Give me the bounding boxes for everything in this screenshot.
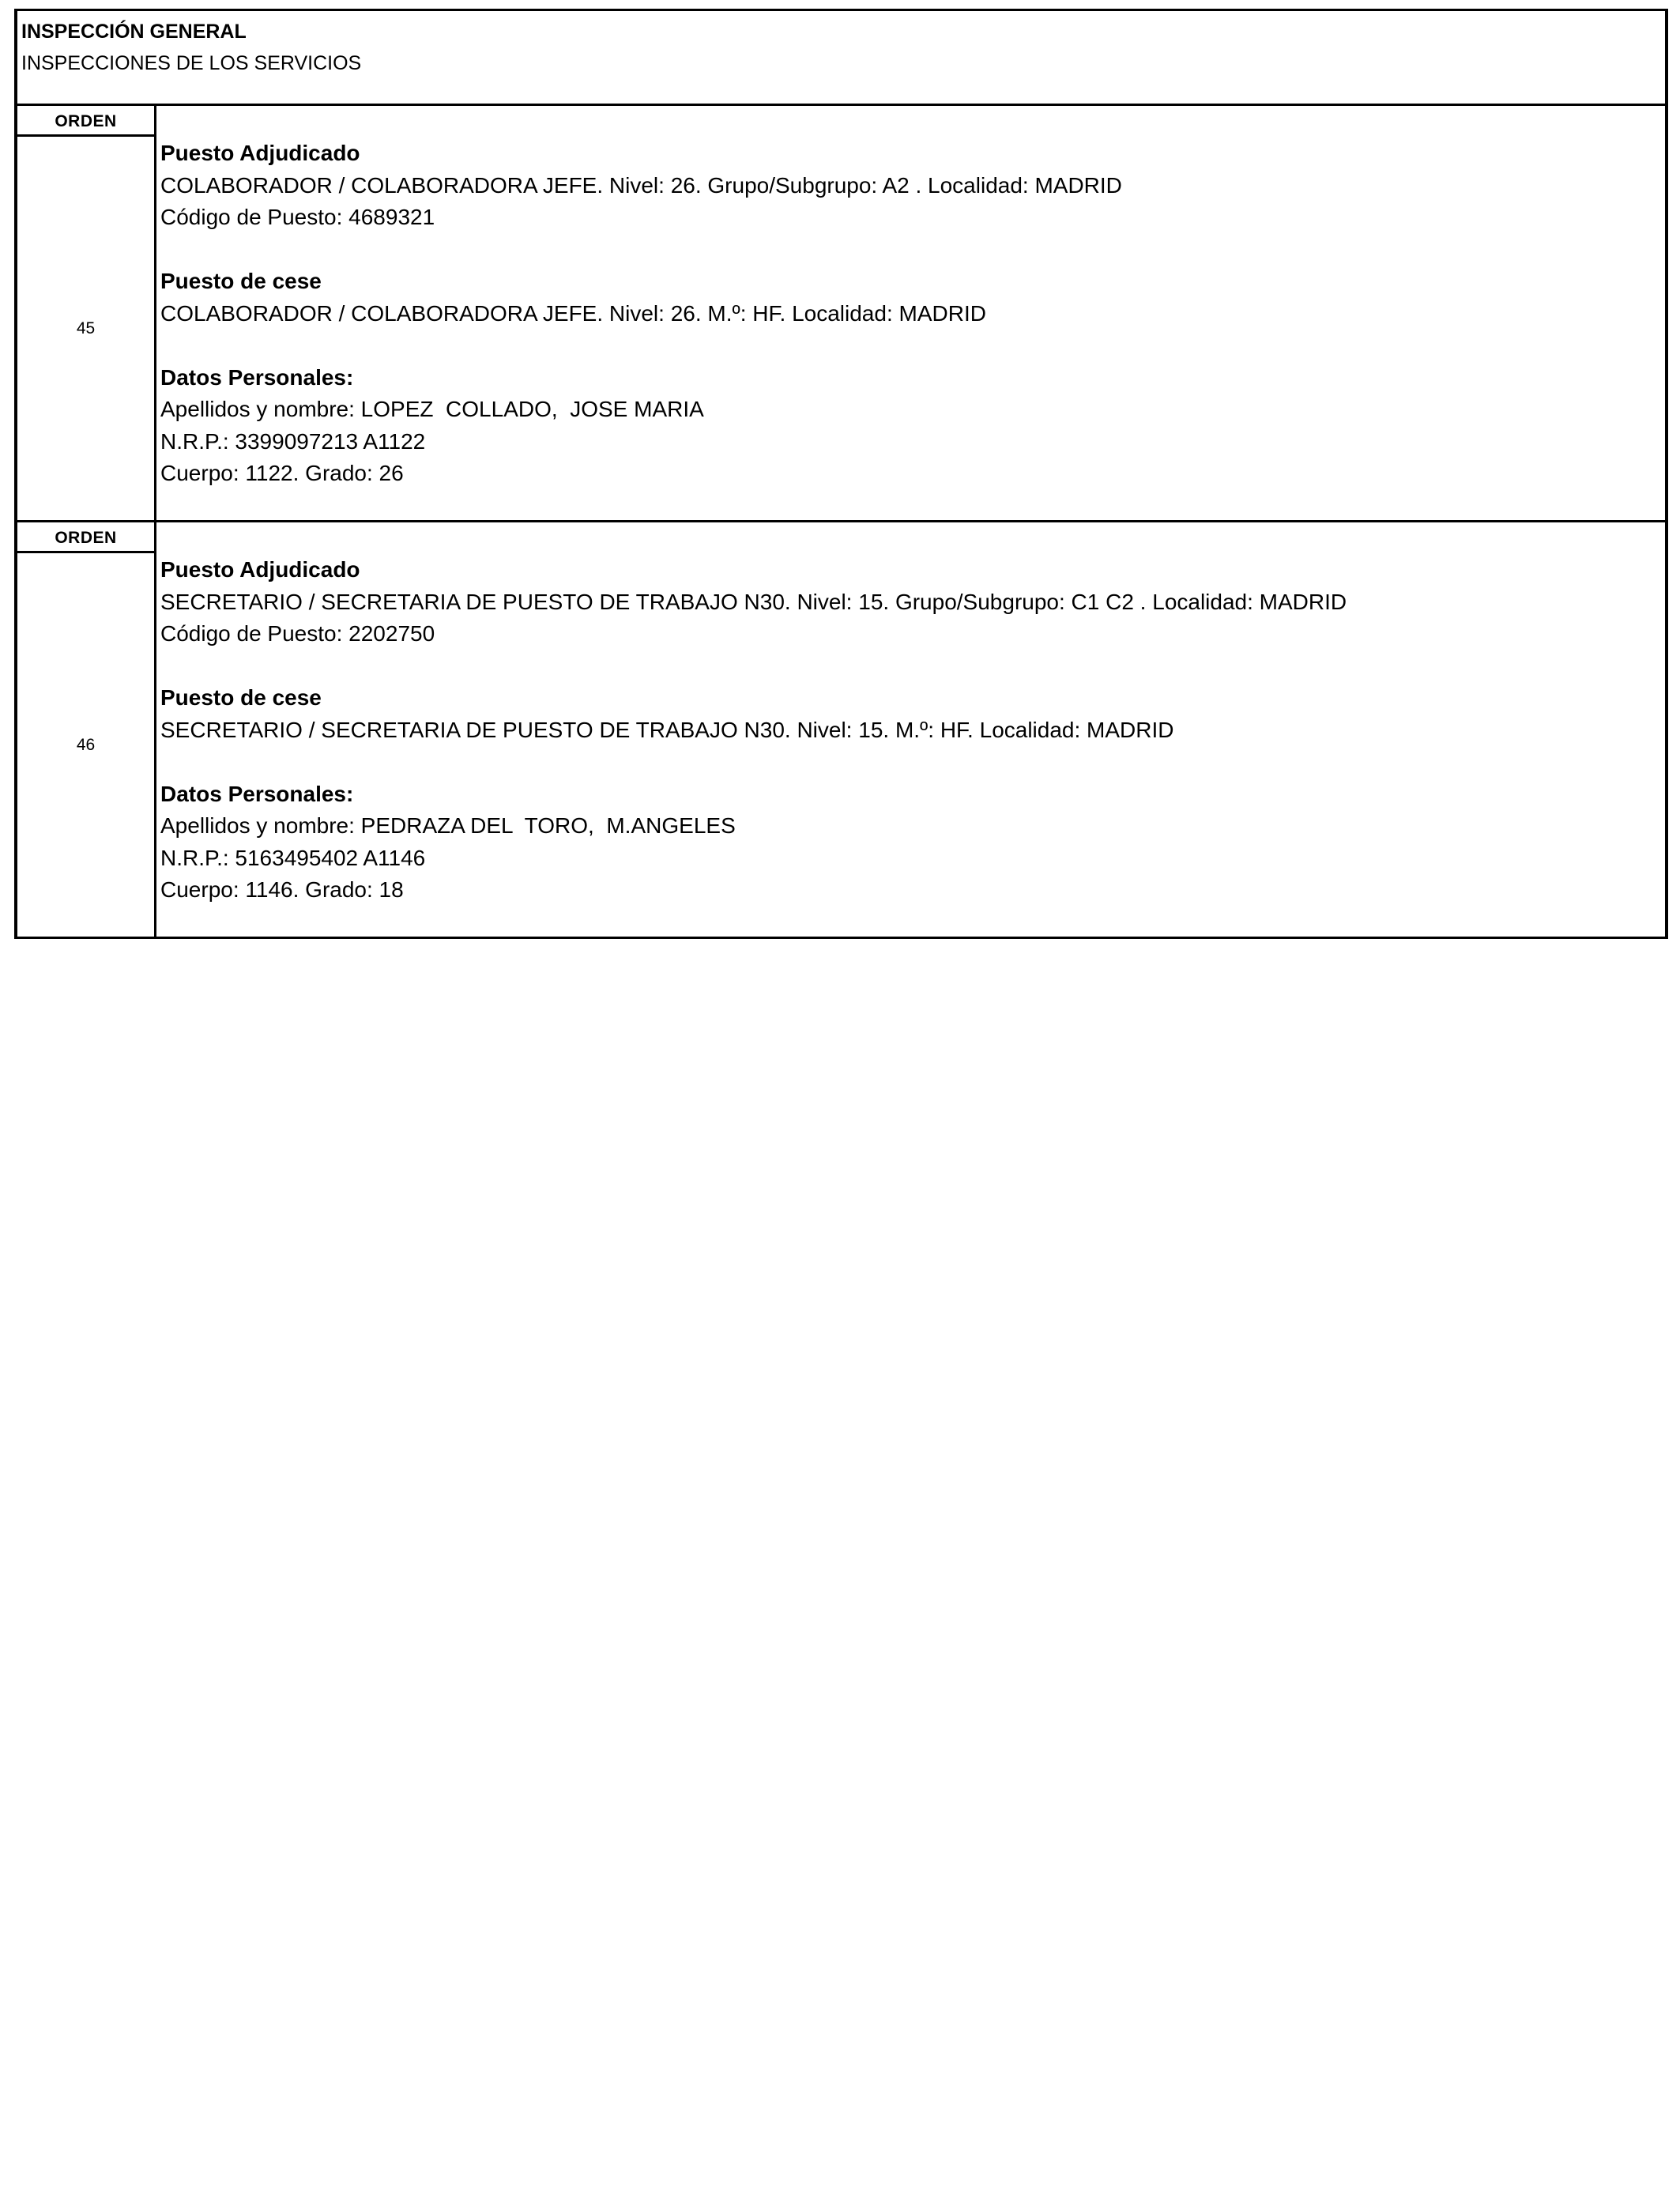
personal-name: Apellidos y nombre: PEDRAZA DEL TORO, M.ANGELES: [160, 813, 736, 838]
assigned-heading: Puesto Adjudicado: [160, 557, 360, 582]
personal-heading: Datos Personales:: [160, 364, 354, 390]
cese-heading: Puesto de cese: [160, 269, 322, 293]
entry-details: [156, 522, 1665, 937]
department-subtitle: INSPECCIONES DE LOS SERVICIOS: [21, 52, 362, 74]
assigned-code: Código de Puesto: 4689321: [160, 205, 435, 229]
department-title: INSPECCIÓN GENERAL: [21, 21, 247, 43]
order-column: [17, 106, 156, 520]
personal-nrp: N.R.P.: 3399097213 A1122: [160, 428, 426, 454]
personal-cuerpo: Cuerpo: 1146. Grado: 18: [160, 877, 404, 902]
personal-name: Apellidos y nombre: LOPEZ COLLADO, JOSE MARIA: [160, 397, 704, 421]
cese-post: COLABORADOR / COLABORADORA JEFE. Nivel: 26. M.º: HF. Localidad: MADRID: [160, 300, 986, 326]
cese-heading: Puesto de cese: [160, 685, 322, 710]
entry-row: [17, 522, 1665, 939]
personal-nrp: N.R.P.: 5163495402 A1146: [160, 845, 426, 870]
entry-details: [156, 106, 1665, 520]
assigned-post: COLABORADOR / COLABORADORA JEFE. Nivel: 26. Grupo/Subgrupo: A2 . Localidad: MADRID: [160, 172, 1122, 198]
assigned-heading: Puesto Adjudicado: [160, 141, 360, 165]
order-column: [17, 522, 156, 937]
order-number: 46: [76, 735, 96, 754]
table-header: [17, 11, 1665, 106]
personal-cuerpo: Cuerpo: 1122. Grado: 26: [160, 461, 404, 485]
entry-row: [17, 106, 1665, 522]
assigned-post: SECRETARIO / SECRETARIA DE PUESTO DE TRABAJO N30. Nivel: 15. Grupo/Subgrupo: C1 C2 . Localidad: MADRID: [160, 589, 1347, 614]
order-label: ORDEN: [17, 106, 154, 137]
order-label: ORDEN: [17, 522, 154, 553]
assigned-code: Código de Puesto: 2202750: [160, 621, 435, 646]
personal-heading: Datos Personales:: [160, 781, 354, 806]
document-table: [14, 9, 1668, 939]
order-number: 45: [76, 319, 96, 337]
cese-post: SECRETARIO / SECRETARIA DE PUESTO DE TRABAJO N30. Nivel: 15. M.º: HF. Localidad: MADRID: [160, 717, 1174, 742]
